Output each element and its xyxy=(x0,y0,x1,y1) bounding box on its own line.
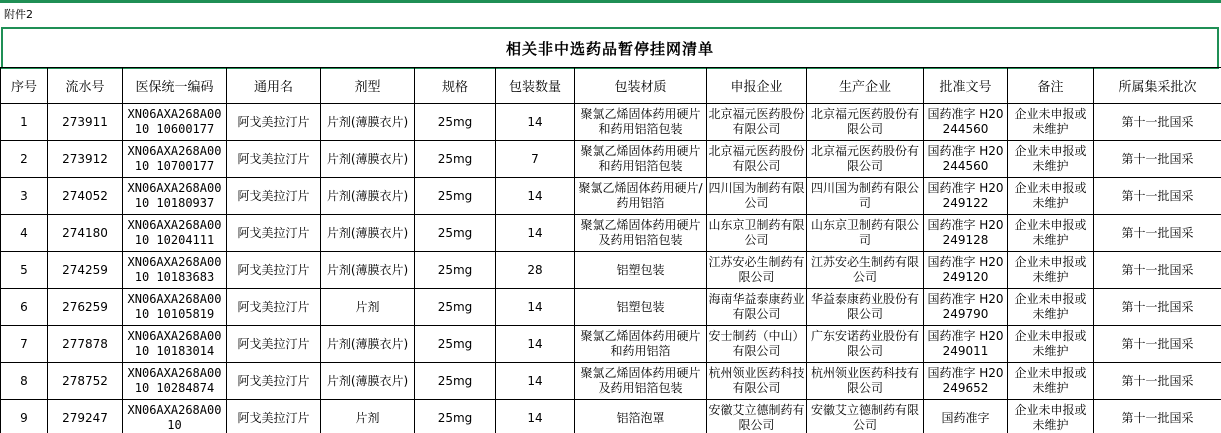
table-cell[interactable]: 北京福元医药股份有限公司 xyxy=(807,104,924,141)
table-cell[interactable]: 铝塑包装 xyxy=(575,289,707,326)
table-cell[interactable]: 第十一批国采 xyxy=(1094,326,1221,363)
table-cell[interactable]: 第十一批国采 xyxy=(1094,363,1221,400)
table-cell[interactable]: 274259 xyxy=(48,252,123,289)
table-cell[interactable]: 北京福元医药股份有限公司 xyxy=(707,104,807,141)
table-cell[interactable]: XN06AXA268A0010 10284874 xyxy=(123,363,227,400)
table-cell[interactable]: XN06AXA268A0010 xyxy=(123,400,227,433)
table-cell[interactable]: 四川国为制药有限公司 xyxy=(807,178,924,215)
table-cell[interactable]: 14 xyxy=(496,104,575,141)
table-cell[interactable]: 279247 xyxy=(48,400,123,433)
table-cell[interactable]: 片剂(薄膜衣片) xyxy=(321,141,415,178)
table-cell[interactable]: 山东京卫制药有限公司 xyxy=(707,215,807,252)
table-cell[interactable]: 25mg xyxy=(415,400,496,433)
column-header[interactable]: 医保统一编码 xyxy=(123,68,227,104)
table-cell[interactable]: 14 xyxy=(496,289,575,326)
table-row xyxy=(1,400,1221,433)
table-cell[interactable]: 3 xyxy=(1,178,48,215)
table-cell[interactable]: 25mg xyxy=(415,289,496,326)
column-header[interactable]: 备注 xyxy=(1008,68,1094,104)
column-header[interactable]: 通用名 xyxy=(227,68,321,104)
table-row xyxy=(1,178,1221,215)
table-cell[interactable]: 聚氯乙烯固体药用硬片/药用铝箔 xyxy=(575,178,707,215)
table-cell[interactable]: 7 xyxy=(496,141,575,178)
table-cell[interactable]: 25mg xyxy=(415,363,496,400)
table-cell[interactable]: 企业未申报或未维护 xyxy=(1008,400,1094,433)
table-cell[interactable]: 第十一批国采 xyxy=(1094,400,1221,433)
table-row xyxy=(1,215,1221,252)
table-cell[interactable]: 杭州领业医药科技有限公司 xyxy=(807,363,924,400)
table-cell[interactable]: 276259 xyxy=(48,289,123,326)
table-cell[interactable]: 企业未申报或未维护 xyxy=(1008,326,1094,363)
table-cell[interactable]: 25mg xyxy=(415,141,496,178)
table-cell[interactable]: 14 xyxy=(496,215,575,252)
table-cell[interactable]: 企业未申报或未维护 xyxy=(1008,104,1094,141)
table-cell[interactable]: 5 xyxy=(1,252,48,289)
table-cell[interactable]: 国药准字 H20244560 xyxy=(924,141,1008,178)
table-cell[interactable]: 山东京卫制药有限公司 xyxy=(807,215,924,252)
table-cell[interactable]: 国药准字 H20249011 xyxy=(924,326,1008,363)
column-header[interactable]: 生产企业 xyxy=(807,68,924,104)
table-cell[interactable]: 1 xyxy=(1,104,48,141)
table-cell[interactable]: 6 xyxy=(1,289,48,326)
table-cell[interactable]: 国药准字 H20249790 xyxy=(924,289,1008,326)
column-header[interactable]: 流水号 xyxy=(48,68,123,104)
table-cell[interactable]: 第十一批国采 xyxy=(1094,289,1221,326)
table-cell[interactable]: 聚氯乙烯固体药用硬片和药用铝箔包装 xyxy=(575,141,707,178)
table-cell[interactable]: 阿戈美拉汀片 xyxy=(227,104,321,141)
table-cell[interactable]: 企业未申报或未维护 xyxy=(1008,252,1094,289)
table-cell[interactable]: 277878 xyxy=(48,326,123,363)
table-cell[interactable]: 25mg xyxy=(415,215,496,252)
table-cell[interactable]: 14 xyxy=(496,363,575,400)
table-cell[interactable]: XN06AXA268A0010 10204111 xyxy=(123,215,227,252)
table-cell[interactable]: 14 xyxy=(496,178,575,215)
table-cell[interactable]: 第十一批国采 xyxy=(1094,252,1221,289)
table-cell[interactable]: 海南华益泰康药业有限公司 xyxy=(707,289,807,326)
table-cell[interactable]: 国药准字 H20244560 xyxy=(924,104,1008,141)
column-header[interactable]: 所属集采批次 xyxy=(1094,68,1221,104)
table-cell[interactable]: XN06AXA268A0010 10183014 xyxy=(123,326,227,363)
column-header[interactable]: 包装材质 xyxy=(575,68,707,104)
table-cell[interactable]: 阿戈美拉汀片 xyxy=(227,326,321,363)
table-cell[interactable]: 25mg xyxy=(415,178,496,215)
table-cell[interactable]: 国药准字 H20249128 xyxy=(924,215,1008,252)
table-cell[interactable]: 国药准字 H20249652 xyxy=(924,363,1008,400)
table-cell[interactable]: 第十一批国采 xyxy=(1094,215,1221,252)
table-cell[interactable]: 聚氯乙烯固体药用硬片及药用铝箔包装 xyxy=(575,215,707,252)
table-cell[interactable]: 北京福元医药股份有限公司 xyxy=(807,141,924,178)
table-header-row xyxy=(1,68,1221,104)
table-cell[interactable]: 片剂(薄膜衣片) xyxy=(321,252,415,289)
table-cell[interactable]: 江苏安必生制药有限公司 xyxy=(707,252,807,289)
table-cell[interactable]: 阿戈美拉汀片 xyxy=(227,252,321,289)
table-cell[interactable]: 片剂 xyxy=(321,289,415,326)
column-header[interactable]: 包装数量 xyxy=(496,68,575,104)
table-cell[interactable]: 阿戈美拉汀片 xyxy=(227,289,321,326)
table-cell[interactable]: 国药准字 H20249122 xyxy=(924,178,1008,215)
column-header[interactable]: 申报企业 xyxy=(707,68,807,104)
table-cell[interactable]: 阿戈美拉汀片 xyxy=(227,141,321,178)
table-cell[interactable]: 铝箔泡罩 xyxy=(575,400,707,433)
table-cell[interactable]: 第十一批国采 xyxy=(1094,141,1221,178)
table-cell[interactable]: 片剂(薄膜衣片) xyxy=(321,363,415,400)
table-cell[interactable]: 企业未申报或未维护 xyxy=(1008,289,1094,326)
table-cell[interactable]: 铝塑包装 xyxy=(575,252,707,289)
table-cell[interactable]: 广东安诺药业股份有限公司 xyxy=(807,326,924,363)
table-cell[interactable]: 25mg xyxy=(415,326,496,363)
table-row xyxy=(1,141,1221,178)
table-cell[interactable]: 华益泰康药业股份有限公司 xyxy=(807,289,924,326)
table-cell[interactable]: 4 xyxy=(1,215,48,252)
column-header[interactable]: 剂型 xyxy=(321,68,415,104)
table-cell[interactable]: 江苏安必生制药有限公司 xyxy=(807,252,924,289)
table-cell[interactable]: 片剂(薄膜衣片) xyxy=(321,178,415,215)
table-cell[interactable]: XN06AXA268A0010 10105819 xyxy=(123,289,227,326)
table-cell[interactable]: 273911 xyxy=(48,104,123,141)
table-cell[interactable]: 25mg xyxy=(415,252,496,289)
table-cell[interactable]: 聚氯乙烯固体药用硬片及药用铝箔包装 xyxy=(575,363,707,400)
table-cell[interactable]: XN06AXA268A0010 10183683 xyxy=(123,252,227,289)
table-cell[interactable]: 2 xyxy=(1,141,48,178)
sheet-title[interactable]: 相关非中选药品暂停挂网清单 xyxy=(1,27,1219,69)
table-cell[interactable]: 阿戈美拉汀片 xyxy=(227,400,321,433)
column-header[interactable]: 序号 xyxy=(1,68,48,104)
table-cell[interactable]: 聚氯乙烯固体药用硬片和药用铝箔 xyxy=(575,326,707,363)
table-cell[interactable]: 9 xyxy=(1,400,48,433)
table-cell[interactable]: 安士制药（中山）有限公司 xyxy=(707,326,807,363)
table-cell[interactable]: 杭州领业医药科技有限公司 xyxy=(707,363,807,400)
table-cell[interactable]: 企业未申报或未维护 xyxy=(1008,141,1094,178)
table-cell[interactable]: 片剂(薄膜衣片) xyxy=(321,215,415,252)
table-cell[interactable]: 聚氯乙烯固体药用硬片和药用铝箔包装 xyxy=(575,104,707,141)
table-cell[interactable]: 四川国为制药有限公司 xyxy=(707,178,807,215)
table-cell[interactable]: 阿戈美拉汀片 xyxy=(227,178,321,215)
table-cell[interactable]: XN06AXA268A0010 10600177 xyxy=(123,104,227,141)
table-cell[interactable]: 阿戈美拉汀片 xyxy=(227,363,321,400)
table-cell[interactable]: 国药准字 H20249120 xyxy=(924,252,1008,289)
table-cell[interactable]: 片剂 xyxy=(321,400,415,433)
table-cell[interactable]: XN06AXA268A0010 10700177 xyxy=(123,141,227,178)
table-cell[interactable]: XN06AXA268A0010 10180937 xyxy=(123,178,227,215)
table-cell[interactable]: 第十一批国采 xyxy=(1094,178,1221,215)
table-cell[interactable]: 25mg xyxy=(415,104,496,141)
table-cell[interactable]: 7 xyxy=(1,326,48,363)
table-cell[interactable]: 阿戈美拉汀片 xyxy=(227,215,321,252)
table-row xyxy=(1,252,1221,289)
table-row xyxy=(1,289,1221,326)
cell-a1-label[interactable]: 附件2 xyxy=(4,8,33,21)
table-cell[interactable]: 企业未申报或未维护 xyxy=(1008,363,1094,400)
table-cell[interactable]: 8 xyxy=(1,363,48,400)
table-row xyxy=(1,326,1221,363)
table-cell[interactable]: 28 xyxy=(496,252,575,289)
table-cell[interactable]: 片剂(薄膜衣片) xyxy=(321,104,415,141)
table-cell[interactable]: 国药准字 xyxy=(924,400,1008,433)
table-cell[interactable]: 安徽艾立德制药有限公司 xyxy=(707,400,807,433)
column-header[interactable]: 批准文号 xyxy=(924,68,1008,104)
table-cell[interactable]: 273912 xyxy=(48,141,123,178)
selection-border xyxy=(0,0,1221,3)
table-cell[interactable]: 片剂(薄膜衣片) xyxy=(321,326,415,363)
table-cell[interactable]: 14 xyxy=(496,326,575,363)
table-row xyxy=(1,104,1221,141)
table-cell[interactable]: 274180 xyxy=(48,215,123,252)
column-header[interactable]: 规格 xyxy=(415,68,496,104)
table-cell[interactable]: 北京福元医药股份有限公司 xyxy=(707,141,807,178)
table-cell[interactable]: 278752 xyxy=(48,363,123,400)
table-cell[interactable]: 企业未申报或未维护 xyxy=(1008,215,1094,252)
table-cell[interactable]: 安徽艾立德制药有限公司 xyxy=(807,400,924,433)
table-cell[interactable]: 14 xyxy=(496,400,575,433)
drug-list-table xyxy=(0,67,1221,433)
table-cell[interactable]: 企业未申报或未维护 xyxy=(1008,178,1094,215)
table-cell[interactable]: 第十一批国采 xyxy=(1094,104,1221,141)
table-cell[interactable]: 274052 xyxy=(48,178,123,215)
table-row xyxy=(1,363,1221,400)
